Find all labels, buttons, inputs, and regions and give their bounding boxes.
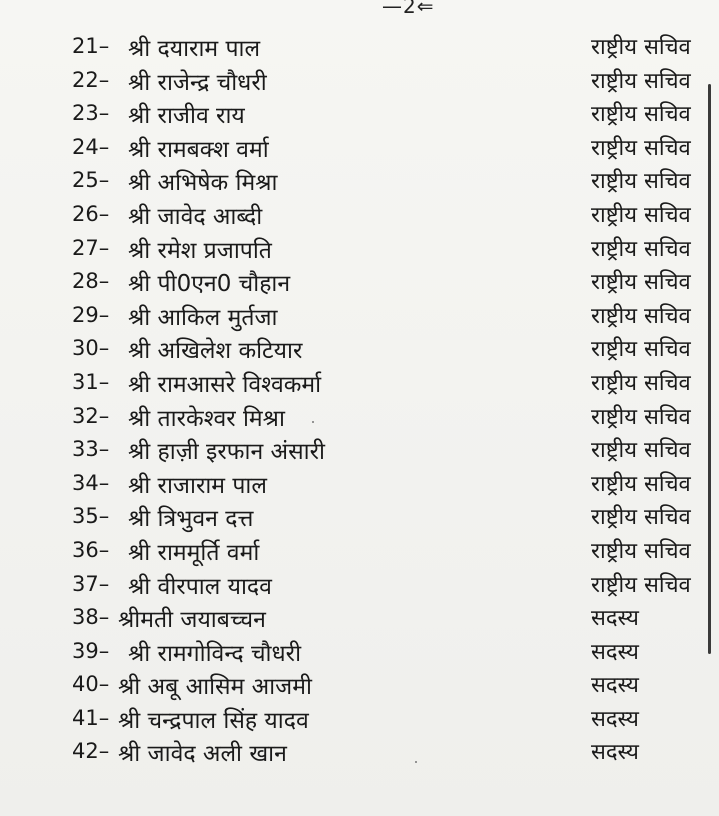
member-role: राष्ट्रीय सचिव [591,169,691,195]
member-role: राष्ट्रीय सचिव [591,303,691,329]
entry-number: 21– [72,34,110,58]
member-name: श्री त्रिभुवन दत्त [128,506,254,533]
member-name: श्री अबू आसिम आजमी [118,674,312,701]
list-item [0,97,719,131]
entry-number: 28– [72,269,110,294]
member-name: श्री अखिलेश कटियार [128,338,303,365]
entry-number: 22– [72,67,110,92]
member-name: श्री अभिषेक मिश्रा [128,170,278,197]
list-item [0,164,719,198]
list-item [0,64,719,98]
member-role: राष्ट्रीय सचिव [591,236,691,262]
member-name: श्री जावेद अली खान [118,741,287,768]
scan-speck [415,761,417,763]
member-role: राष्ट्रीय सचिव [591,438,691,464]
scan-margin-line [708,84,711,654]
member-role: राष्ट्रीय सचिव [591,471,691,497]
member-name: श्री जावेद आब्दी [128,203,263,230]
entry-number: 25– [72,168,110,193]
entry-number: 27– [72,235,110,260]
entry-number: 26– [72,201,110,226]
member-name: श्री रमेश प्रजापति [128,237,272,264]
list-item [0,232,719,266]
entry-number: 40– [72,672,110,697]
list-item [0,534,719,568]
member-name: श्रीमती जयाबच्चन [118,607,266,634]
member-name: श्री रामगोविन्द चौधरी [128,640,302,667]
member-name: श्री रामबक्श वर्मा [128,136,269,163]
list-item [0,635,719,669]
list-item [0,30,719,64]
member-name: श्री राममूर्ति वर्मा [128,539,260,566]
entry-number: 35– [72,504,110,529]
page-number: —2⇐ [382,0,435,18]
member-role: राष्ट्रीय सचिव [591,538,691,564]
list-item [0,131,719,165]
entry-number: 37– [72,571,110,596]
list-item [0,735,719,769]
list-item [0,198,719,232]
entry-number: 38– [72,605,110,630]
entry-number: 39– [72,638,110,663]
member-name: श्री पी0एन0 चौहान [128,271,291,298]
member-role: राष्ट्रीय सचिव [591,505,691,531]
member-list [0,30,719,769]
member-name: श्री चन्द्रपाल सिंह यादव [118,707,309,734]
entry-number: 42– [72,739,110,764]
entry-number: 34– [72,470,110,495]
member-role: राष्ट्रीय सचिव [591,370,691,396]
entry-number: 36– [72,537,110,562]
list-item [0,601,719,635]
list-item [0,400,719,434]
list-item [0,568,719,602]
member-role: सदस्य [591,740,639,766]
member-role: राष्ट्रीय सचिव [591,270,691,296]
list-item [0,500,719,534]
member-name: श्री वीरपाल यादव [128,573,272,600]
list-item [0,467,719,501]
member-name: श्री तारकेश्वर मिश्रा [128,405,285,432]
member-role: राष्ट्रीय सचिव [591,135,691,161]
list-item [0,265,719,299]
member-role: राष्ट्रीय सचिव [591,102,691,128]
entry-number: 31– [72,369,110,394]
entry-number: 23– [72,101,110,126]
member-name: श्री राजाराम पाल [128,472,267,499]
member-name: श्री राजीव राय [128,103,245,130]
scan-speck [312,421,314,423]
list-item [0,366,719,400]
list-item [0,332,719,366]
list-item [0,299,719,333]
member-role: सदस्य [591,706,639,732]
member-name: श्री हाज़ी इरफान अंसारी [128,439,325,466]
entry-number: 41– [72,705,110,730]
member-role: राष्ट्रीय सचिव [591,337,691,363]
list-item [0,702,719,736]
entry-number: 30– [72,336,110,361]
member-role: राष्ट्रीय सचिव [591,35,691,60]
entry-number: 32– [72,403,110,428]
entry-number: 33– [72,437,110,462]
member-role: सदस्य [591,606,639,632]
member-role: सदस्य [591,639,639,665]
member-role: राष्ट्रीय सचिव [591,202,691,228]
list-item [0,668,719,702]
entry-number: 24– [72,134,110,159]
member-name: श्री आकिल मुर्तजा [128,304,278,331]
member-name: श्री राजेन्द्र चौधरी [128,69,267,96]
member-role: राष्ट्रीय सचिव [591,404,691,430]
member-role: सदस्य [591,673,639,699]
member-role: राष्ट्रीय सचिव [591,68,691,94]
entry-number: 29– [72,302,110,327]
list-item [0,433,719,467]
member-name: श्री रामआसरे विश्वकर्मा [128,371,322,398]
member-role: राष्ट्रीय सचिव [591,572,691,598]
member-name: श्री दयाराम पाल [128,36,261,62]
